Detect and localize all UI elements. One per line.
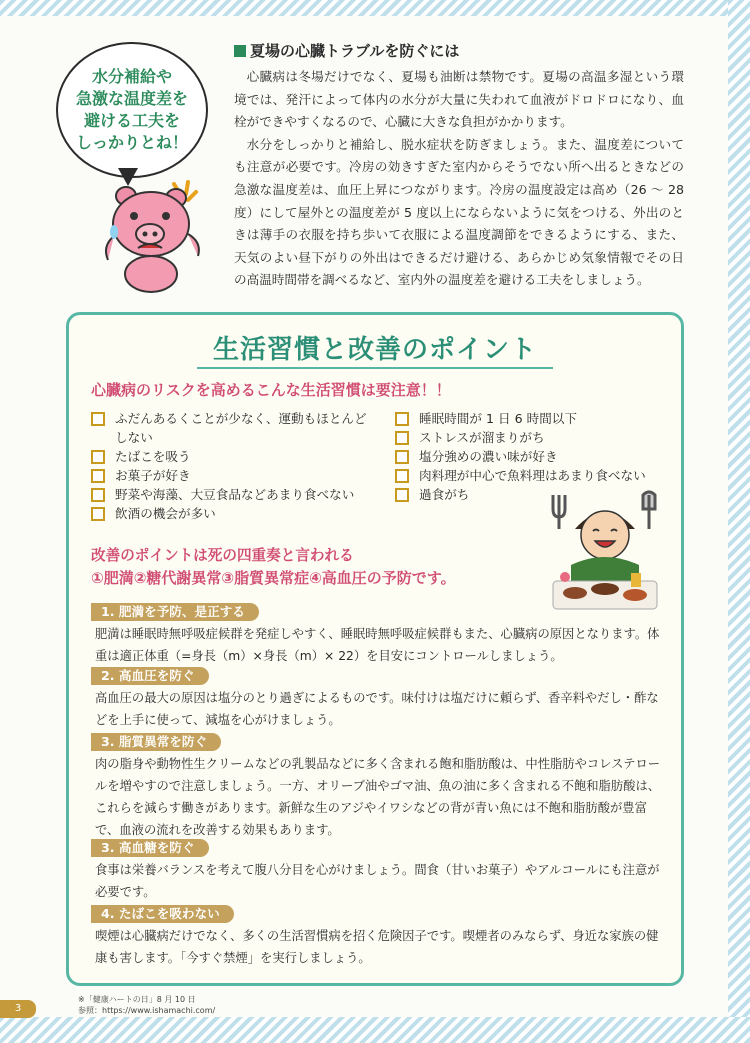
speech-bubble [56,42,208,178]
checklist-item [91,466,371,485]
section-label: 3. 高血糖を防ぐ [91,839,209,857]
article-paragraph: 心臓病は冬場だけでなく、夏場も油断は禁物です。夏場の高温多湿という環境では、発汗によって体内の水分が大量に失われて血液がドロドロになり、血栓ができやすくなるので、心臓に大きな負担がかかります。 [234,69,684,130]
checklist-item [91,485,391,504]
checkbox-icon [395,412,409,426]
checklist-text: 睡眠時間が 1 日 6 時間以下 [419,411,577,426]
pig-illustration [96,176,216,296]
section-body: 高血圧の最大の原因は塩分のとり過ぎによるものです。味付けは塩だけに頼らず、香辛料やだし・酢などを上手に使って、減塩を心がけましょう。 [95,691,659,727]
checklist-item [91,504,371,523]
checklist-text: お菓子が好き [115,468,191,483]
bubble-line: 避ける工夫を [83,111,180,130]
panel-title: 生活習慣と改善のポイント [212,335,537,365]
checkbox-icon [91,450,105,464]
checklist-text: ふだんあるくことが少なく、運動もほとんどしない [115,411,367,445]
checklist-text: ストレスが溜まりがち [419,430,545,445]
checklist-item [395,409,665,428]
section-label: 2. 高血圧を防ぐ [91,667,209,685]
decorative-stripe-top [0,0,750,16]
checklist-item [91,409,371,447]
section-body: 喫煙は心臓病だけでなく、多くの生活習慣病を招く危険因子です。喫煙者のみならず、身近な家族の健康も害します。「今すぐ禁煙」を実行しましょう。 [95,929,659,965]
panel-title-rule [197,367,553,369]
page-number: 3 [0,1000,36,1018]
section-label: 1. 肥満を予防、是正する [91,603,259,621]
footnote-note: ※「健康ハートの日」8 月 10 日 [78,995,196,1004]
checkbox-icon [91,507,105,521]
footnote-reference: 参照：https://www.ishamachi.com/ [78,1006,216,1015]
checklist-text: 過食がち [419,487,470,502]
lifestyle-panel [66,312,684,986]
improve-heading: 改善のポイントは死の四重奏と言われる [91,547,354,564]
checkbox-icon [91,488,105,502]
bubble-line: しっかりとね！ [75,133,188,152]
section-body: 肥満は睡眠時無呼吸症候群を発症しやすく、睡眠時無呼吸症候群もまた、心臓病の原因となります。体重は適正体重（=身長（m）×身長（m）× 22）を目安にコントロールしましょう。 [95,627,660,663]
checklist-item [395,466,675,485]
bubble-line: 水分補給や [91,67,172,86]
article-paragraph: 水分をしっかりと補給し、脱水症状を防ぎましょう。また、温度差についても注意が必要です。冷房の効きすぎた室内からそうでない所へ出るときなどの急激な温度差は、血圧上昇につながります。冷房の温度設定は高め（26 〜 28 度）にして屋外との温度差が 5 度以上にならないように気をつける、外出のときは薄手の衣服を持ち歩いて衣服による温度調節をできるようにする、また、天気のよい昼下がりの外出はできるだけ避ける、あらかじめ気象情報でその日の高温時間帯を調べるなど、室内外の温度差を避ける工夫をしましょう。 [234,136,684,288]
checklist-text: 塩分強めの濃い味が好き [419,449,558,464]
decorative-stripe-bottom [0,1017,750,1043]
checkbox-icon [395,431,409,445]
footnote [78,994,215,1016]
bubble-line: 急激な温度差を [75,89,188,108]
checklist-text: 野菜や海藻、大豆食品などあまり食べない [115,487,355,502]
section-label: 4. たばこを吸わない [91,905,234,923]
checkbox-icon [395,488,409,502]
checklist-text: たばこを吸う [115,449,191,464]
risk-heading: 心臓病のリスクを高めるこんな生活習慣は要注意！！ [91,381,451,399]
checkbox-icon [91,412,105,426]
section-body: 肉の脂身や動物性生クリームなどの乳製品などに多く含まれる飽和脂肪酸は、中性脂肪やコレステロールを増やすので注意しましょう。一方、オリーブ油やゴマ油、魚の油に多く含まれる不飽和脂肪酸は、これらを減らす働きがあります。新鮮な生のアジやイワシなどの背が青い魚には不飽和脂肪酸が豊富で、血液の流れを改善する効果もあります。 [95,757,661,837]
checkbox-icon [395,469,409,483]
checklist-text: 飲酒の機会が多い [115,506,216,521]
checkbox-icon [395,450,409,464]
article-body [234,66,684,292]
checklist-item [91,447,371,466]
checkbox-icon [91,469,105,483]
decorative-stripe-right [728,0,750,1043]
boy-eating-illustration [545,485,665,615]
checklist-item [395,447,665,466]
title-square-icon [234,45,246,57]
improve-heading-list: ①肥満②糖代謝異常③脂質異常症④高血圧の予防です。 [91,569,456,587]
section-body: 食事は栄養バランスを考えて腹八分目を心がけましょう。間食（甘いお菓子）やアルコールにも注意が必要です。 [95,863,660,899]
section-label: 3. 脂質異常を防ぐ [91,733,221,751]
checklist-item [395,428,665,447]
article-title-text: 夏場の心臓トラブルを防ぐには [250,42,460,60]
checklist-text: 肉料理が中心で魚料理はあまり食べない [419,468,646,483]
speech-bubble-text [76,66,188,154]
article-title [234,40,459,61]
